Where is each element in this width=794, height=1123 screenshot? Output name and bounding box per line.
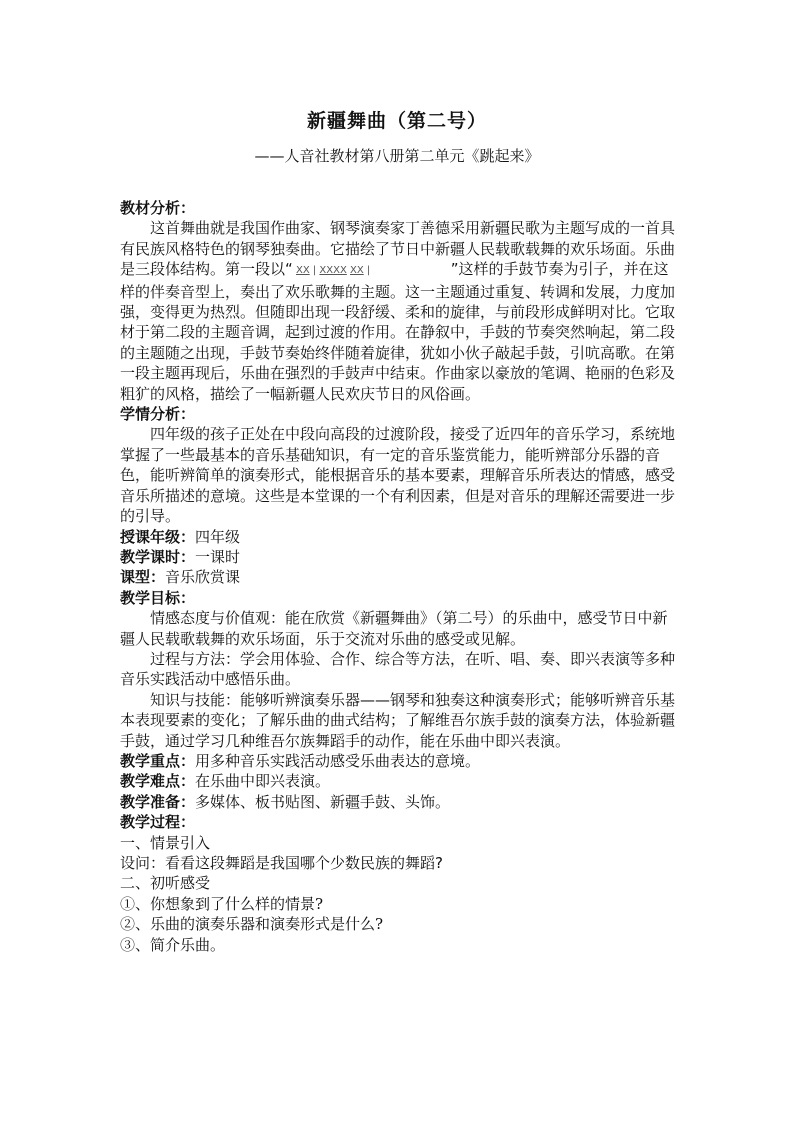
analysis-heading: 教材分析：: [120, 199, 196, 217]
students-paragraph: 四年级的孩子正处在中段向高段的过渡阶段，接受了近四年的音乐学习，系统地掌握了一些最基本的音乐基础知识，有一定的音乐鉴赏能力，能听辨部分乐器的音色，能听辨简单的演奏形式，能根据音乐的基本要素，理解音乐所表达的情感，感受音乐所描述的意境。这些是本堂课的一个有利因素，但是对音乐的理解还需要进一步的引导。: [120, 425, 676, 526]
grade-value: 四年级: [195, 527, 241, 546]
process-line: ①、你想象到了什么样的情景?: [120, 894, 324, 913]
drum-rhythm-notation: XX | XXXX XX |: [295, 265, 403, 277]
hours-value: 一课时: [195, 547, 241, 566]
document-subtitle: ——人音社教材第八册第二单元《跳起来》: [254, 147, 540, 165]
difficulty-label: 教学难点：: [120, 772, 196, 791]
rhythm-beat-3: XX: [350, 265, 364, 277]
students-heading: 学情分析：: [120, 405, 196, 424]
preparation-value: 多媒体、板书贴图、新疆手鼓、头饰。: [195, 792, 451, 811]
rhythm-beat-2: XXXX: [319, 265, 347, 277]
goals-heading: 教学目标：: [120, 588, 196, 607]
goal-item: 知识与技能：能够听辨演奏乐器——钢琴和独奏这种演奏形式；能够听辨音乐基本表现要素的变化；了解乐曲的曲式结构；了解维吾尔族手鼓的演奏方法，体验新疆手鼓，通过学习几种维吾尔族舞蹈手的动作，能在乐曲中即兴表演。: [120, 690, 676, 750]
process-line: 设问：看看这段舞蹈是我国哪个少数民族的舞蹈?: [120, 854, 443, 872]
key-point-line: [120, 751, 678, 771]
key-point-value: 用多种音乐实践活动感受乐曲表达的意境。: [195, 751, 481, 770]
key-point-label: 教学重点：: [120, 751, 196, 770]
hours-label: 教学课时：: [120, 547, 196, 566]
document-title: 新疆舞曲（第二号）: [306, 110, 487, 132]
analysis-text-before: 这首舞曲就是我国作曲家、钢琴演奏家丁善德采用新疆民歌为主题写成的一首具有民族风格特色的钢琴独奏曲。它描绘了节日中新疆人民载歌载舞的欢乐场面。乐曲是三段体结构。第一段以“: [120, 219, 676, 279]
process-heading: 教学过程：: [120, 813, 196, 832]
goal-item: 过程与方法：学会用体验、合作、综合等方法，在听、唱、奏、即兴表演等多种音乐实践活动中感悟乐曲。: [120, 649, 676, 689]
difficulty-line: [120, 771, 678, 791]
type-label: 课型：: [120, 568, 166, 587]
grade-label: 授课年级：: [120, 527, 196, 546]
preparation-line: [120, 792, 678, 812]
process-line: ②、乐曲的演奏乐器和演奏形式是什么?: [120, 915, 384, 934]
preparation-label: 教学准备：: [120, 792, 196, 811]
goal-item: 情感态度与价值观：能在欣赏《新疆舞曲》（第二号）的乐曲中，感受节日中新疆人民载歌载舞的欢乐场面，乐于交流对乐曲的感受或见解。: [120, 609, 668, 648]
grade-line: [120, 527, 678, 547]
process-line: 一、情景引入: [120, 833, 211, 852]
process-line: ③、简介乐曲。: [120, 935, 226, 954]
analysis-text-after: ”这样的手鼓节奏为引子，并在这样的伴奏音型上，奏出了欢乐歌舞的主题。这一主题通过重复、转调和发展，力度加强，变得更为热烈。但随即出现一段舒缓、柔和的旋律，与前段形成鲜明对比。它取材于第二段的主题音调，起到过渡的作用。在静叙中，手鼓的节奏突然响起，第二段的主题随之出现，手鼓节奏始终伴随着旋律，犹如小伙子敲起手鼓，引吭高歌。在第一段主题再现后，乐曲在强烈的手鼓声中结束。作曲家以豪放的笔调、艳丽的色彩及粗犷的风格，描绘了一幅新疆人民欢庆节日的风俗画。: [120, 260, 676, 403]
type-value: 音乐欣赏课: [165, 568, 241, 587]
type-line: [120, 567, 678, 587]
hours-line: [120, 547, 678, 567]
process-line: 二、初听感受: [120, 874, 211, 893]
rhythm-beat-1: XX: [295, 265, 310, 277]
difficulty-value: 在乐曲中即兴表演。: [195, 772, 331, 791]
document-body: [120, 198, 678, 955]
analysis-paragraph: [120, 218, 678, 404]
